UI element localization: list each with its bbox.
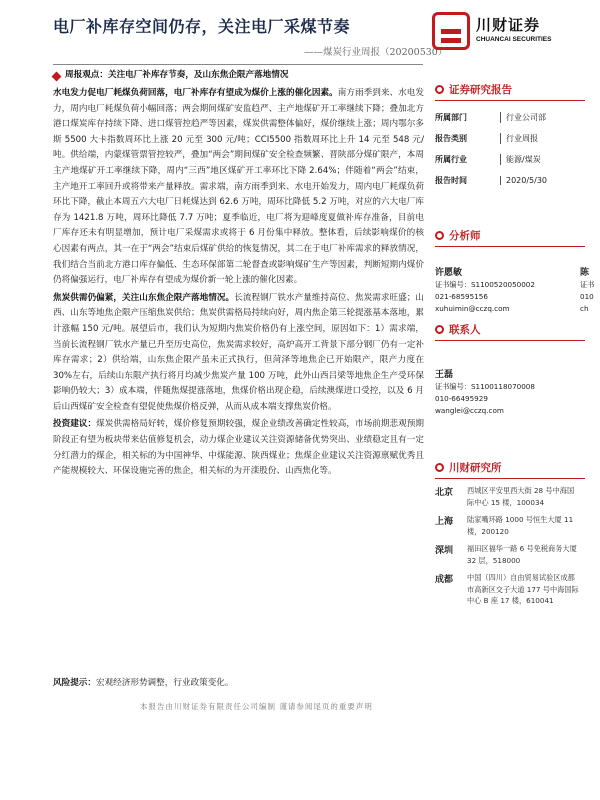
office-list (435, 485, 585, 607)
info-key: 报告类别 (435, 134, 467, 143)
company-logo (432, 12, 582, 52)
office-item (435, 572, 585, 607)
analyst-phone: 010 (580, 292, 594, 301)
section-header-report (435, 82, 585, 97)
section-divider (435, 340, 585, 341)
office-city: 北京 (435, 488, 454, 498)
section-title: 联系人 (449, 324, 481, 336)
logo-english-text: CHUANCAI SECURITIES (476, 36, 552, 43)
analyst-cert: 证书编号：S1100520050002 (435, 280, 535, 289)
key-point (53, 68, 424, 84)
section-header-research (435, 460, 585, 475)
main-content (53, 68, 424, 480)
office-city: 深圳 (435, 546, 454, 556)
paragraph-coal-body: 南方雨季到来、水电发力，周内电厂耗煤负荷小幅回落；两会期间煤矿安监趋严、主产地煤矿开工率继续下降；叠加北方港口煤炭库存持续下降、进口煤管控趋严等因素，煤炭供需整体偏好，煤价继续上涨；周内鄂尔多斯 5500 大卡指数周环比上涨 20 元至 300 元/吨；CCI5500 指数周环比上升 14 元至 548 元/吨。供给端，内蒙煤管票管控较严，叠加“两会”期间煤矿安全检查频繁、晋陕部分煤矿限产，本周主产地煤矿开工率继续下降，周内“三西”地区煤矿开工率环比下降 2.64%；伴随着“两会”结束，主产地开工率回升或将带来产量释放。需求端，南方雨季到来、水电开始发力，周内电厂耗煤负荷环比下降，截止本周五六大电厂日耗煤达到 62.6 万吨，周环比降低 5.2 万吨，对应的六大电厂库存为 1421.8 万吨，周环比降低 7.7 万吨；夏季临近，电厂将为迎峰度夏做补库存准备，目前电厂库存还未有明显增加，预计电厂采煤需求或将于 6 月份集中释放。整体看，后续影响煤价的核心因素有两点，其一在于“两会”结束后煤矿供给的恢复情况，其二在于电厂补库需求的释放情况，我们结合当前北方港口库存偏低、生态环保部第二轮督查或影响煤矿生产等因素，判断短期内煤价仍将偏强运行，电厂补库存有望成为煤价新一轮上涨的催化因素。 (53, 88, 424, 286)
logo-mark-icon (432, 12, 470, 50)
section-title: 川财研究所 (449, 462, 502, 474)
circle-bullet-icon (435, 325, 444, 334)
report-title: 电厂补库存空间仍存，关注电厂采煤节奏 (53, 17, 351, 36)
office-address: 中国（四川）自由贸易试验区成都市高新区交子大道 177 号中海国际中心 B 座 17 楼，610041 (467, 573, 579, 605)
paragraph-coke-body: 长流程钢厂铁水产量维持高位、焦炭需求旺盛；山西、山东等地焦企限产压缩焦炭供给；焦炭供需格局持续向好，周内焦企第三轮提涨基本落地，累计涨幅 150 元/吨。展望后市，我们认为短期内焦炭价格仍有上涨空间，原因如下：1）需求端，当前长流程钢厂铁水产量已升至历史高位，焦炭需求较好，高炉高开工背景下部分钢厂仍有一定补库存需求；2）供给端，山东焦企限产虽未正式执行，但菏泽等地焦企已开始限产，限产力度在 30%左右，后续山东限产执行将月均减少焦炭产量 100 万吨，此外山西吕梁等地焦企生产受环保影响仍较大；3）成本端，伴随焦煤提涨落地，焦煤价格出现企稳，后续澳煤进口受控，以及 6 月后山西煤矿安全检查有望促使焦煤价格反弹，从而从成本端支撑焦炭价格。 (53, 292, 424, 412)
section-header-contact (435, 322, 585, 337)
risk-label: 风险提示： (53, 678, 96, 688)
info-value: 2020/5/30 (500, 176, 547, 185)
office-item (435, 485, 585, 508)
info-key: 报告时间 (435, 176, 467, 185)
office-city: 成都 (435, 575, 454, 585)
info-row (435, 107, 585, 128)
analyst-list (435, 267, 600, 315)
info-key: 所属行业 (435, 155, 467, 164)
info-row (435, 170, 585, 191)
paragraph-investment-lead: 投资建议： (53, 419, 97, 430)
sidebar-research (435, 460, 585, 613)
circle-bullet-icon (435, 231, 444, 240)
logo-text: 川财证券 (476, 16, 541, 34)
paragraph-coke (53, 291, 424, 416)
section-divider (435, 100, 585, 101)
paragraph-investment-body: 煤炭供需格局好转，煤价修复预期较强，煤企业绩改善确定性较高，市场前期悲观预期阶段正有望为板块带来估值修复机会，动力煤企业建议关注资源储备优势突出、业绩稳定且有一定分红潜力的煤企，相关标的为中国神华、中煤能源、陕西煤业；焦煤企业建议关注资源禀赋优秀且产能规模较大、环保设施完善的焦企，相关标的为开滦股份、山西焦化等。 (53, 419, 424, 477)
contact-email[interactable]: wanglei@cczq.com (435, 406, 504, 415)
info-value: 行业公司部 (500, 112, 546, 123)
analyst-phone: 021-68595156 (435, 292, 488, 301)
office-address: 西城区平安里西大街 28 号中海国际中心 15 楼，100034 (467, 486, 575, 507)
info-table (435, 107, 585, 191)
paragraph-investment (53, 417, 424, 479)
header-divider (53, 64, 423, 65)
paragraph-coal (53, 86, 424, 289)
info-value: 能源/煤炭 (500, 154, 541, 165)
section-title: 分析师 (449, 230, 481, 242)
contact-name: 王磊 (435, 370, 454, 380)
footer-disclaimer: 本报告由川财证券有限责任公司编制 谨请参阅尾页的重要声明 (140, 702, 373, 711)
analyst-email[interactable]: xuhuimin@cczq.com (435, 304, 510, 313)
analyst-cert: 证书 (580, 280, 595, 289)
office-address: 陆家嘴环路 1000 号恒生大厦 11 楼，200120 (467, 515, 574, 536)
info-row (435, 128, 585, 149)
analyst-name: 陈 (580, 268, 590, 278)
sidebar-contact (435, 322, 585, 417)
key-point-label: 周报观点：关注电厂补库存节奏，及山东焦企限产落地情况 (65, 70, 289, 81)
section-divider (435, 246, 585, 247)
paragraph-coal-lead: 水电发力促电厂耗煤负荷回落，电厂补库存有望成为煤价上涨的催化因素。 (53, 88, 338, 98)
analyst-email[interactable]: ch (580, 304, 589, 313)
diamond-bullet-icon (52, 71, 62, 81)
info-key: 所属部门 (435, 113, 467, 122)
contact-cert: 证书编号：S1100118070008 (435, 382, 535, 391)
office-item (435, 514, 585, 537)
office-item (435, 543, 585, 566)
office-address: 福田区福华一路 6 号免税商务大厦 32 层，518000 (467, 544, 577, 565)
paragraph-coke-lead: 焦炭供需仍偏紧，关注山东焦企限产落地情况。 (53, 292, 235, 303)
section-header-analyst (435, 228, 600, 243)
section-title: 证券研究报告 (449, 84, 512, 96)
contact-card (435, 369, 585, 417)
contact-phone: 010-66495929 (435, 394, 488, 403)
report-subtitle: ——煤炭行业周报（20200530） (304, 47, 448, 58)
analyst-card (435, 267, 580, 315)
office-city: 上海 (435, 517, 454, 527)
risk-text: 宏观经济形势调整，行业政策变化。 (95, 678, 234, 688)
section-divider (435, 478, 585, 479)
info-value: 行业周报 (500, 133, 538, 144)
analyst-name: 许愿敏 (435, 268, 463, 278)
info-row (435, 149, 585, 170)
sidebar-report-info (435, 82, 585, 191)
sidebar-analyst (435, 228, 600, 315)
analyst-card-clipped (580, 267, 600, 315)
circle-bullet-icon (435, 85, 444, 94)
risk-warning (53, 676, 234, 688)
circle-bullet-icon (435, 463, 444, 472)
